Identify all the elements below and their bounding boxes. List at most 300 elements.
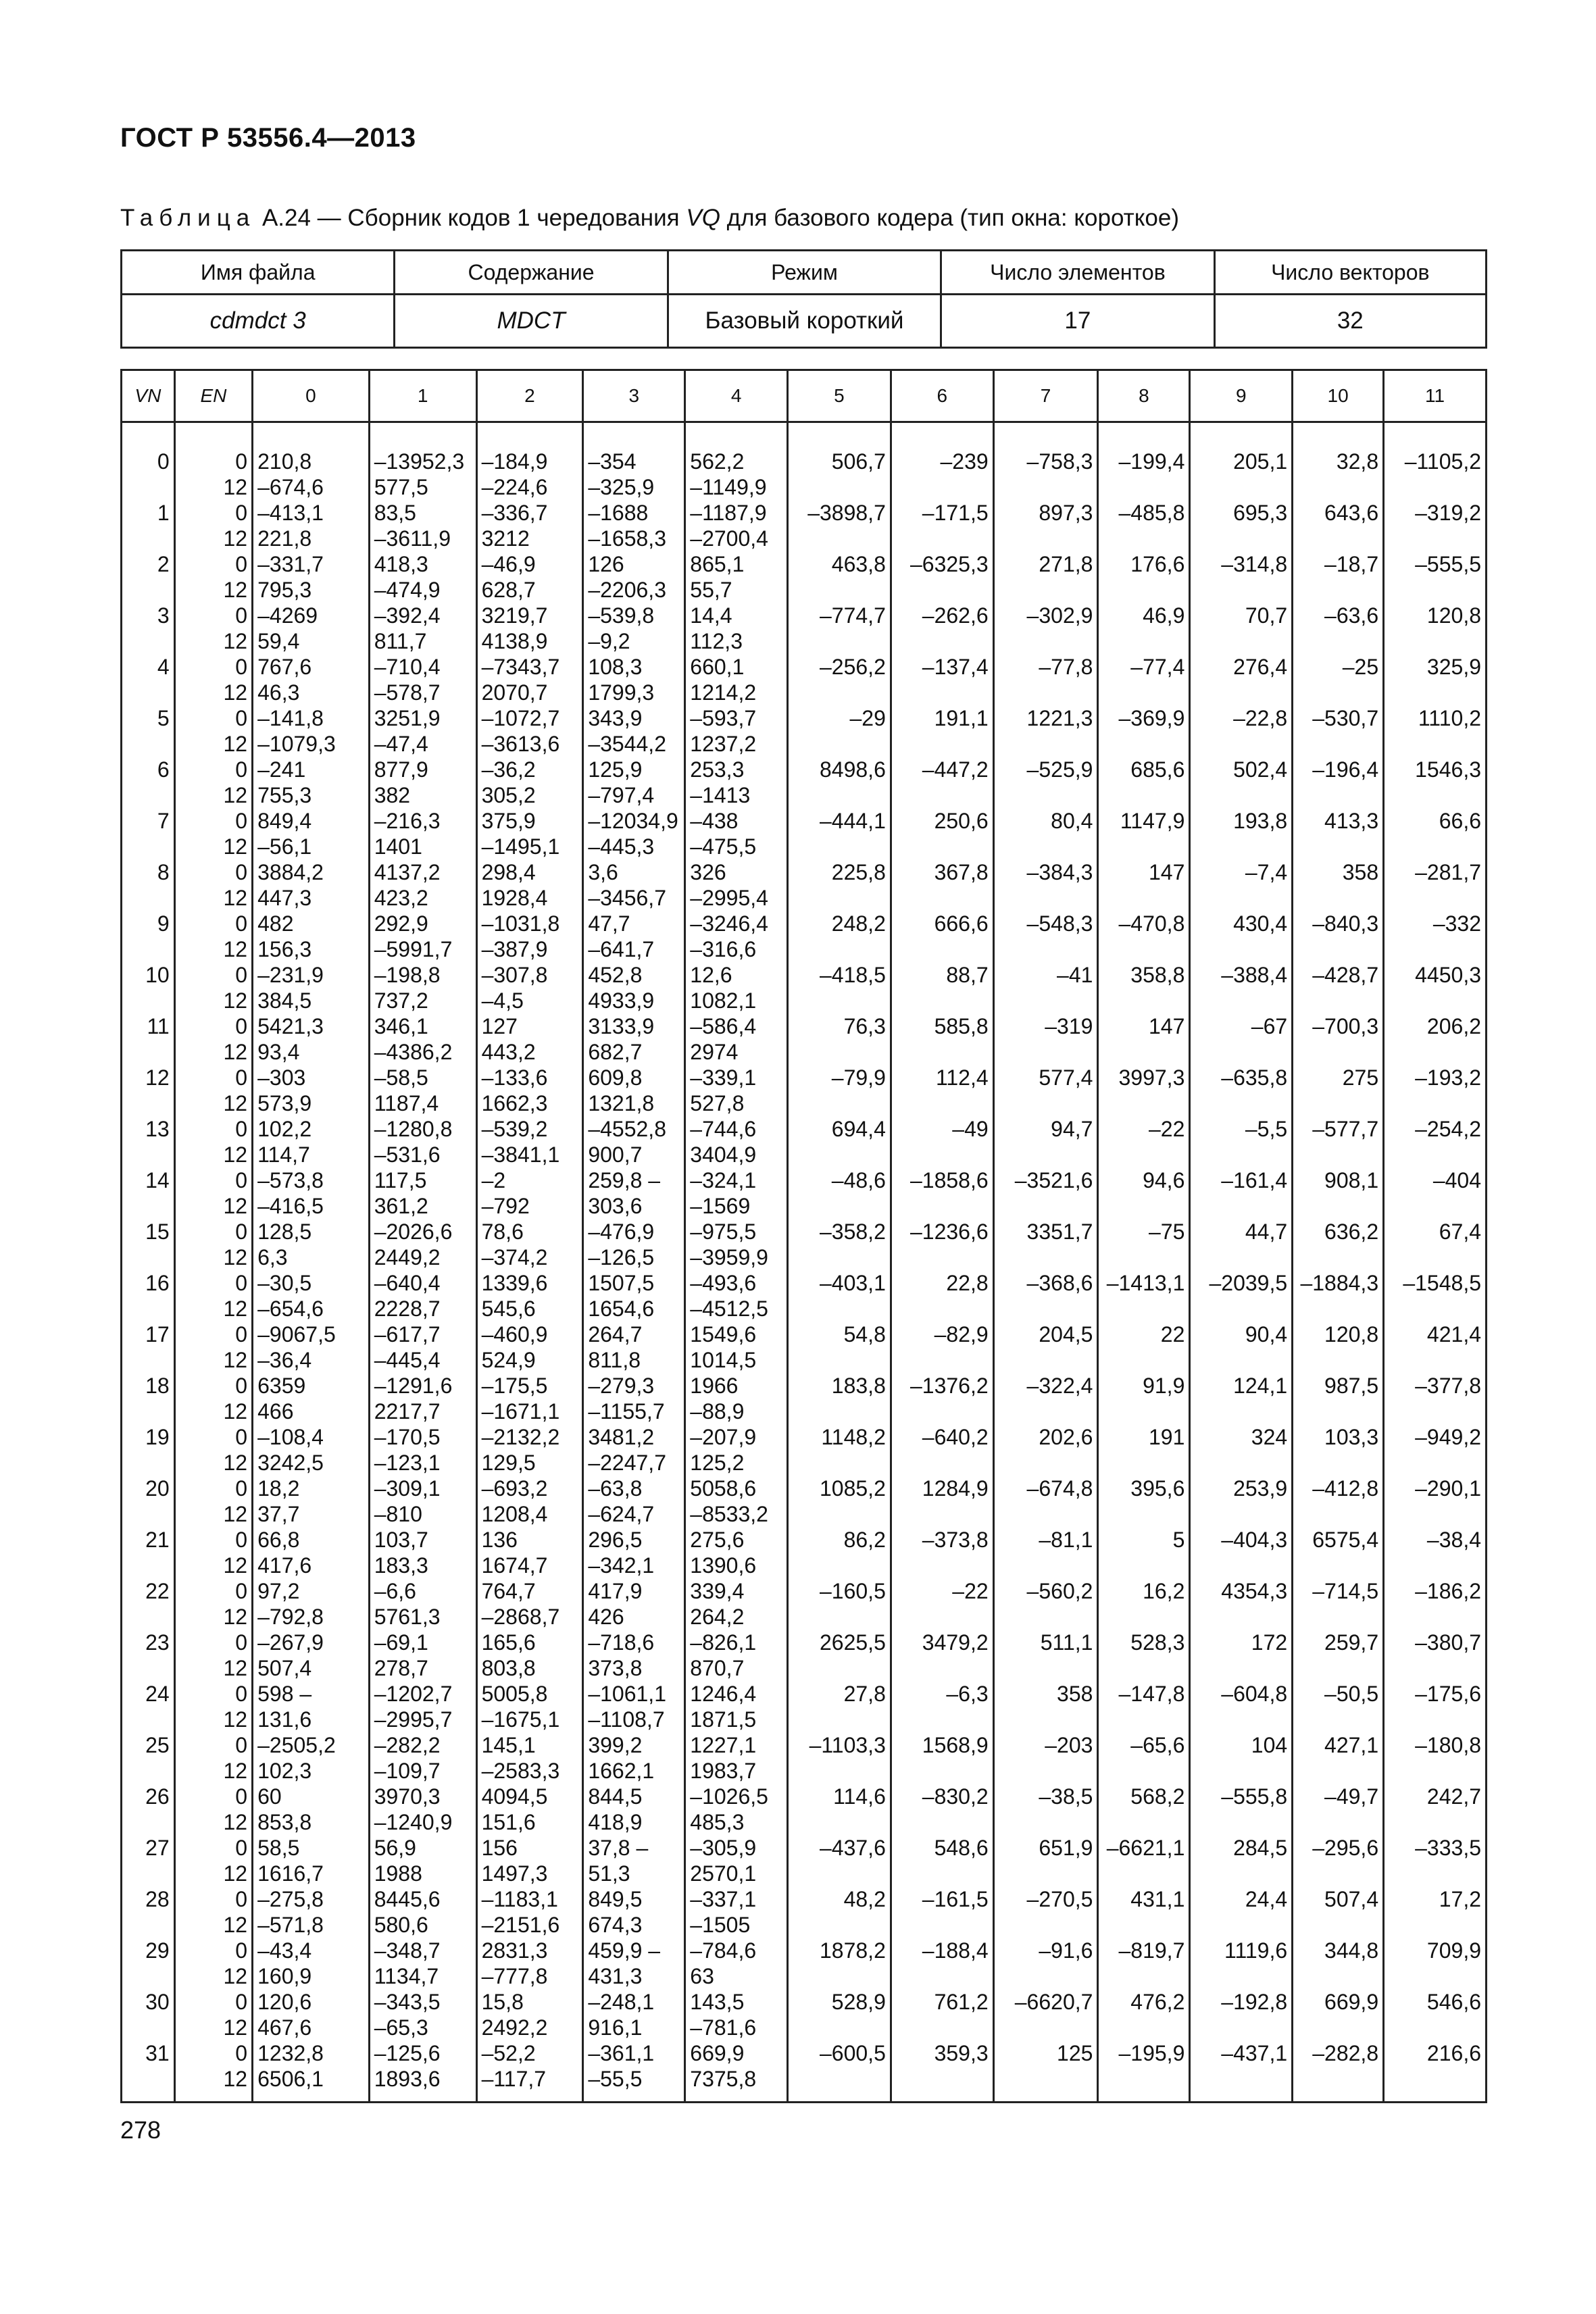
table-cell-c7 [993,449,1098,500]
table-cell-c1 [369,1784,476,1835]
table-cell-c3 [583,1578,685,1630]
cell-line: –126,5 [588,1245,655,1269]
table-row [122,1476,1487,1527]
cell-value: 16,2 [1143,1579,1185,1603]
cell-line: 674,3 [588,1913,643,1937]
table-cell-c1 [369,1167,476,1219]
cell-value: 216,6 [1426,2041,1481,2065]
cell-line: 1082,1 [690,988,757,1013]
cell-line: –413,1 [257,501,324,525]
table-cell-c2 [476,500,583,551]
table-cell-c10 [1293,603,1384,654]
cell-value: 577,4 [1039,1065,1093,1090]
table-cell-c6 [891,1681,993,1732]
table-cell-c8 [1098,757,1190,808]
table-cell-c6 [891,449,993,500]
cell-line: –476,9 [588,1219,655,1244]
table-cell-c5 [788,1013,891,1065]
cell-value: –437,1 [1221,2041,1288,2065]
cell-value: 3 [157,603,170,628]
cell-value: 427,1 [1324,1733,1379,1757]
table-row [122,859,1487,911]
table-cell-c3 [583,962,685,1013]
table-cell-c9 [1190,1938,1293,1989]
table-cell-c5 [788,911,891,962]
cell-line: 2831,3 [481,1938,548,1963]
col-header-8: 8 [1098,370,1190,422]
table-cell-c7 [993,2040,1098,2092]
cell-value: 12 [145,1065,170,1090]
table-cell-c2 [476,1527,583,1578]
cell-value: 271,8 [1039,552,1093,576]
cell-value: –1548,5 [1403,1271,1481,1295]
table-cell-c10 [1293,1116,1384,1167]
cell-value: –147,8 [1118,1682,1185,1706]
table-row [122,2040,1487,2092]
cell-line: 12 [223,1656,248,1680]
table-cell-vn [122,1116,175,1167]
table-cell-c1 [369,1065,476,1116]
table-cell-c6 [891,1013,993,1065]
table-cell-c3 [583,1219,685,1270]
cell-value: 8 [157,860,170,884]
table-cell-c7 [993,1013,1098,1065]
cell-value: 695,3 [1233,501,1288,525]
table-cell-c11 [1384,551,1487,603]
cell-value: –377,8 [1415,1374,1481,1398]
table-cell-c10 [1293,808,1384,859]
cell-value: –949,2 [1415,1425,1481,1449]
cell-value: 421,4 [1426,1322,1481,1347]
cell-value: 225,8 [831,860,886,884]
table-cell-c10 [1293,1322,1384,1373]
cell-line: 102,3 [257,1759,312,1783]
table-cell-c2 [476,1167,583,1219]
table-cell-c8 [1098,1270,1190,1322]
cell-line: 12 [223,1913,248,1937]
cell-value: –63,6 [1324,603,1379,628]
cell-value: 4354,3 [1221,1579,1288,1603]
cell-line: –117,7 [481,2067,547,2091]
cell-value: 259,7 [1324,1630,1379,1655]
cell-value: 275 [1342,1065,1379,1090]
table-cell-c6 [891,1322,993,1373]
cell-line: –792 [481,1194,530,1218]
cell-value: 359,3 [934,2041,989,2065]
cell-line: 253,3 [690,757,745,782]
table-cell-c1 [369,1630,476,1681]
cell-value: 120,8 [1324,1322,1379,1347]
table-cell-c8 [1098,1784,1190,1835]
table-cell-c2 [476,1424,583,1476]
cell-line: 399,2 [588,1733,643,1757]
cell-line: 418,3 [374,552,428,576]
cell-value: –373,8 [922,1528,989,1552]
cell-line: –52,2 [481,2041,536,2065]
cell-value: –384,3 [1026,860,1093,884]
table-cell-c10 [1293,1065,1384,1116]
table-cell-c2 [476,1732,583,1784]
cell-line: 0 [235,911,248,936]
cell-value: 26 [145,1784,170,1809]
table-cell-vn [122,500,175,551]
cell-value: –404,3 [1221,1528,1288,1552]
table-cell-c9 [1190,1167,1293,1219]
table-cell-c7 [993,911,1098,962]
cell-value: 147 [1148,860,1185,884]
cell-line: –1187,9 [690,501,767,525]
cell-line: 669,9 [690,2041,745,2065]
table-cell-c2 [476,1886,583,1938]
cell-line: 37,7 [257,1502,300,1526]
cell-value: 276,4 [1233,655,1288,679]
table-cell-c3 [583,1476,685,1527]
cell-value: –555,8 [1221,1784,1288,1809]
table-cell-c6 [891,1630,993,1681]
table-cell-c11 [1384,705,1487,757]
table-cell-c7 [993,1167,1098,1219]
table-cell-c1 [369,1219,476,1270]
cell-line: 0 [235,1938,248,1963]
table-cell-en [174,808,252,859]
cell-value: 1148,2 [821,1425,886,1449]
col-header-7: 7 [993,370,1098,422]
cell-line: 527,8 [690,1091,745,1115]
cell-value: –239 [940,449,989,474]
cell-line: –1495,1 [481,834,560,859]
table-cell-en [174,859,252,911]
table-cell-c3 [583,808,685,859]
meta-header-content: Содержание [395,251,668,295]
cell-line: 849,4 [257,809,312,833]
cell-line: –4269 [257,603,318,628]
cell-line: –2247,7 [588,1451,666,1475]
cell-value: –137,4 [922,655,989,679]
table-cell-c5 [788,500,891,551]
cell-value: –282,8 [1312,2041,1379,2065]
table-cell-c4 [685,551,788,603]
table-cell-c11 [1384,1732,1487,1784]
table-cell-c3 [583,1116,685,1167]
table-cell-c10 [1293,449,1384,500]
cell-line: 382 [374,783,411,807]
table-cell-c5 [788,1732,891,1784]
cell-line: –493,6 [690,1271,757,1295]
cell-line: 0 [235,1168,248,1192]
cell-line: 12 [223,1502,248,1526]
table-cell-c2 [476,654,583,705]
cell-line: –1149,9 [690,475,767,499]
table-cell-c2 [476,859,583,911]
table-cell-c0 [253,1784,370,1835]
table-cell-en [174,500,252,551]
cell-line: 12 [223,1297,248,1321]
cell-value: –555,5 [1415,552,1481,576]
table-cell-c8 [1098,1065,1190,1116]
cell-value: 669,9 [1324,1990,1379,2014]
table-cell-c9 [1190,1630,1293,1681]
cell-line: 12 [223,1759,248,1783]
cell-value: 324 [1251,1425,1288,1449]
table-cell-c9 [1190,705,1293,757]
cell-value: 709,9 [1426,1938,1481,1963]
table-cell-c11 [1384,1630,1487,1681]
table-cell-c2 [476,1784,583,1835]
cell-value: 94,7 [1051,1117,1093,1141]
cell-line: 0 [235,1579,248,1603]
table-cell-c11 [1384,1527,1487,1578]
table-cell-c6 [891,1784,993,1835]
cell-line: 12 [223,1707,248,1732]
cell-line: 12 [223,1142,248,1167]
cell-line: –710,4 [374,655,441,679]
cell-value: 1147,9 [1120,809,1185,833]
table-cell-c0 [253,1270,370,1322]
table-cell-c0 [253,1013,370,1065]
cell-line: –141,8 [257,706,324,730]
cell-line: –781,6 [690,2015,757,2040]
table-cell-c8 [1098,1938,1190,1989]
table-cell-c9 [1190,757,1293,808]
cell-value: 54,8 [843,1322,886,1347]
cell-line: 343,9 [588,706,643,730]
cell-value: –22,8 [1233,706,1288,730]
table-cell-c9 [1190,1681,1293,1732]
table-row [122,551,1487,603]
cell-line: –231,9 [257,963,324,987]
table-cell-c11 [1384,1578,1487,1630]
cell-value: 28 [145,1887,170,1911]
cell-line: 0 [235,603,248,628]
table-cell-c3 [583,1424,685,1476]
table-cell-c6 [891,962,993,1013]
cell-value: –635,8 [1221,1065,1288,1090]
meta-value-row [122,295,1487,348]
table-row [122,1630,1487,1681]
table-cell-c8 [1098,1732,1190,1784]
cell-line: 5005,8 [481,1682,548,1706]
table-cell-c6 [891,808,993,859]
cell-value: 3997,3 [1118,1065,1185,1090]
table-caption [120,205,1179,232]
cell-line: –55,5 [588,2067,643,2091]
table-row [122,1270,1487,1322]
table-cell-c5 [788,1938,891,1989]
cell-line: 443,2 [481,1040,536,1064]
cell-value: 147 [1148,1014,1185,1038]
table-cell-c5 [788,705,891,757]
cell-line: 60 [257,1784,282,1809]
table-cell-c4 [685,1835,788,1886]
table-cell-c5 [788,1681,891,1732]
codebook-header-row [122,370,1487,422]
cell-line: 1654,6 [588,1297,655,1321]
table-cell-en [174,1630,252,1681]
cell-value: 13 [145,1117,170,1141]
cell-line: 12 [223,732,248,756]
table-cell-c2 [476,1630,583,1681]
cell-line: 3212 [481,526,530,551]
cell-line: 1321,8 [588,1091,655,1115]
table-cell-c6 [891,551,993,603]
cell-line: –1061,1 [588,1682,666,1706]
cell-line: –1202,7 [374,1682,453,1706]
cell-value: –3521,6 [1014,1168,1093,1192]
table-cell-c11 [1384,1167,1487,1219]
cell-line: –267,9 [257,1630,324,1655]
table-cell-c11 [1384,1835,1487,1886]
table-cell-c1 [369,757,476,808]
cell-value: –447,2 [922,757,989,782]
meta-header-file-name: Имя файла [122,251,395,295]
table-cell-c11 [1384,1989,1487,2040]
cell-line: 12 [223,1451,248,1475]
caption-text-2: для базового кодера (тип окна: короткое) [720,205,1179,231]
table-cell-en [174,1373,252,1424]
cell-line: –343,5 [374,1990,441,2014]
cell-line: –640,4 [374,1271,441,1295]
cell-line: –2026,6 [374,1219,453,1244]
table-cell-c7 [993,1784,1098,1835]
table-cell-c8 [1098,1681,1190,1732]
table-row [122,911,1487,962]
table-cell-c4 [685,1578,788,1630]
cell-line: 5421,3 [257,1014,324,1038]
table-cell-c4 [685,603,788,654]
table-cell-c0 [253,1424,370,1476]
table-cell-c7 [993,1938,1098,1989]
cell-value: 897,3 [1039,501,1093,525]
col-header-11: 11 [1384,370,1487,422]
table-cell-c5 [788,808,891,859]
table-row [122,1167,1487,1219]
cell-line: –3246,4 [690,911,768,936]
cell-value: 1284,9 [922,1476,989,1501]
cell-line: 97,2 [257,1579,300,1603]
table-cell-c8 [1098,1373,1190,1424]
cell-line: 628,7 [481,578,536,602]
cell-line: 12 [223,526,248,551]
cell-value: 248,2 [831,911,886,936]
cell-value: –1858,6 [909,1168,989,1192]
table-cell-c5 [788,654,891,705]
table-cell-c0 [253,551,370,603]
cell-value: –290,1 [1415,1476,1481,1501]
cell-value: –49 [952,1117,989,1141]
table-row [122,603,1487,654]
cell-line: 305,2 [481,783,536,807]
cell-line: 485,3 [690,1810,745,1834]
table-cell-c11 [1384,962,1487,1013]
cell-line: 264,7 [588,1322,643,1347]
cell-value: 124,1 [1233,1374,1288,1398]
table-row [122,1938,1487,1989]
cell-line: 375,9 [481,809,536,833]
cell-value: 125 [1057,2041,1093,2065]
table-cell-c1 [369,500,476,551]
table-cell-c5 [788,859,891,911]
table-cell-c9 [1190,1116,1293,1167]
cell-line: 2217,7 [374,1399,441,1424]
table-cell-c5 [788,1373,891,1424]
cell-line: 447,3 [257,886,312,910]
table-cell-c3 [583,1835,685,1886]
table-cell-c4 [685,1527,788,1578]
cell-value: –302,9 [1026,603,1093,628]
cell-line: –175,5 [481,1374,548,1398]
table-cell-en [174,1116,252,1167]
cell-value: 9 [157,911,170,936]
cell-value: 528,9 [831,1990,886,2014]
table-cell-c11 [1384,1886,1487,1938]
cell-line: –826,1 [690,1630,757,1655]
table-cell-c2 [476,1938,583,1989]
table-cell-c4 [685,1886,788,1938]
cell-line: –693,2 [481,1476,548,1501]
cell-value: –6620,7 [1014,1990,1093,2014]
table-cell-c10 [1293,1630,1384,1681]
cell-line: –58,5 [374,1065,428,1090]
cell-line: 0 [235,1887,248,1911]
table-cell-c8 [1098,911,1190,962]
cell-line: 326 [690,860,726,884]
table-cell-c1 [369,1476,476,1527]
cell-value: 24 [145,1682,170,1706]
cell-line: 259,8 – [588,1168,661,1192]
cell-value: –1376,2 [909,1374,989,1398]
cell-line: 1214,2 [690,680,757,705]
table-row [122,449,1487,500]
cell-line: –1072,7 [481,706,560,730]
cell-value: 1119,6 [1224,1938,1288,1963]
table-row [122,705,1487,757]
cell-line: –133,6 [481,1065,548,1090]
cell-line: 2070,7 [481,680,548,705]
table-cell-c6 [891,859,993,911]
table-row [122,1424,1487,1476]
table-cell-c9 [1190,1373,1293,1424]
cell-line: 66,8 [257,1528,300,1552]
table-cell-c10 [1293,705,1384,757]
cell-value: 4 [157,655,170,679]
table-cell-c9 [1190,654,1293,705]
body-top-spacer [122,422,1487,449]
cell-value: –640,2 [922,1425,989,1449]
cell-line: 128,5 [257,1219,312,1244]
table-cell-en [174,1167,252,1219]
table-cell-c10 [1293,551,1384,603]
table-cell-c8 [1098,1167,1190,1219]
table-cell-c1 [369,859,476,911]
table-cell-c1 [369,449,476,500]
cell-value: 395,6 [1130,1476,1185,1501]
cell-line: –654,6 [257,1297,324,1321]
cell-line: 1246,4 [690,1682,757,1706]
cell-line: –624,7 [588,1502,655,1526]
table-cell-c8 [1098,808,1190,859]
cell-value: 48,2 [843,1887,886,1911]
cell-value: 358 [1342,860,1379,884]
table-cell-c1 [369,551,476,603]
table-cell-c5 [788,1578,891,1630]
cell-line: –7343,7 [481,655,560,679]
cell-line: –108,4 [257,1425,324,1449]
cell-line: 59,4 [257,629,300,653]
cell-value: 643,6 [1324,501,1379,525]
cell-value: –319,2 [1415,501,1481,525]
table-cell-c2 [476,551,583,603]
cell-line: 12 [223,1605,248,1629]
